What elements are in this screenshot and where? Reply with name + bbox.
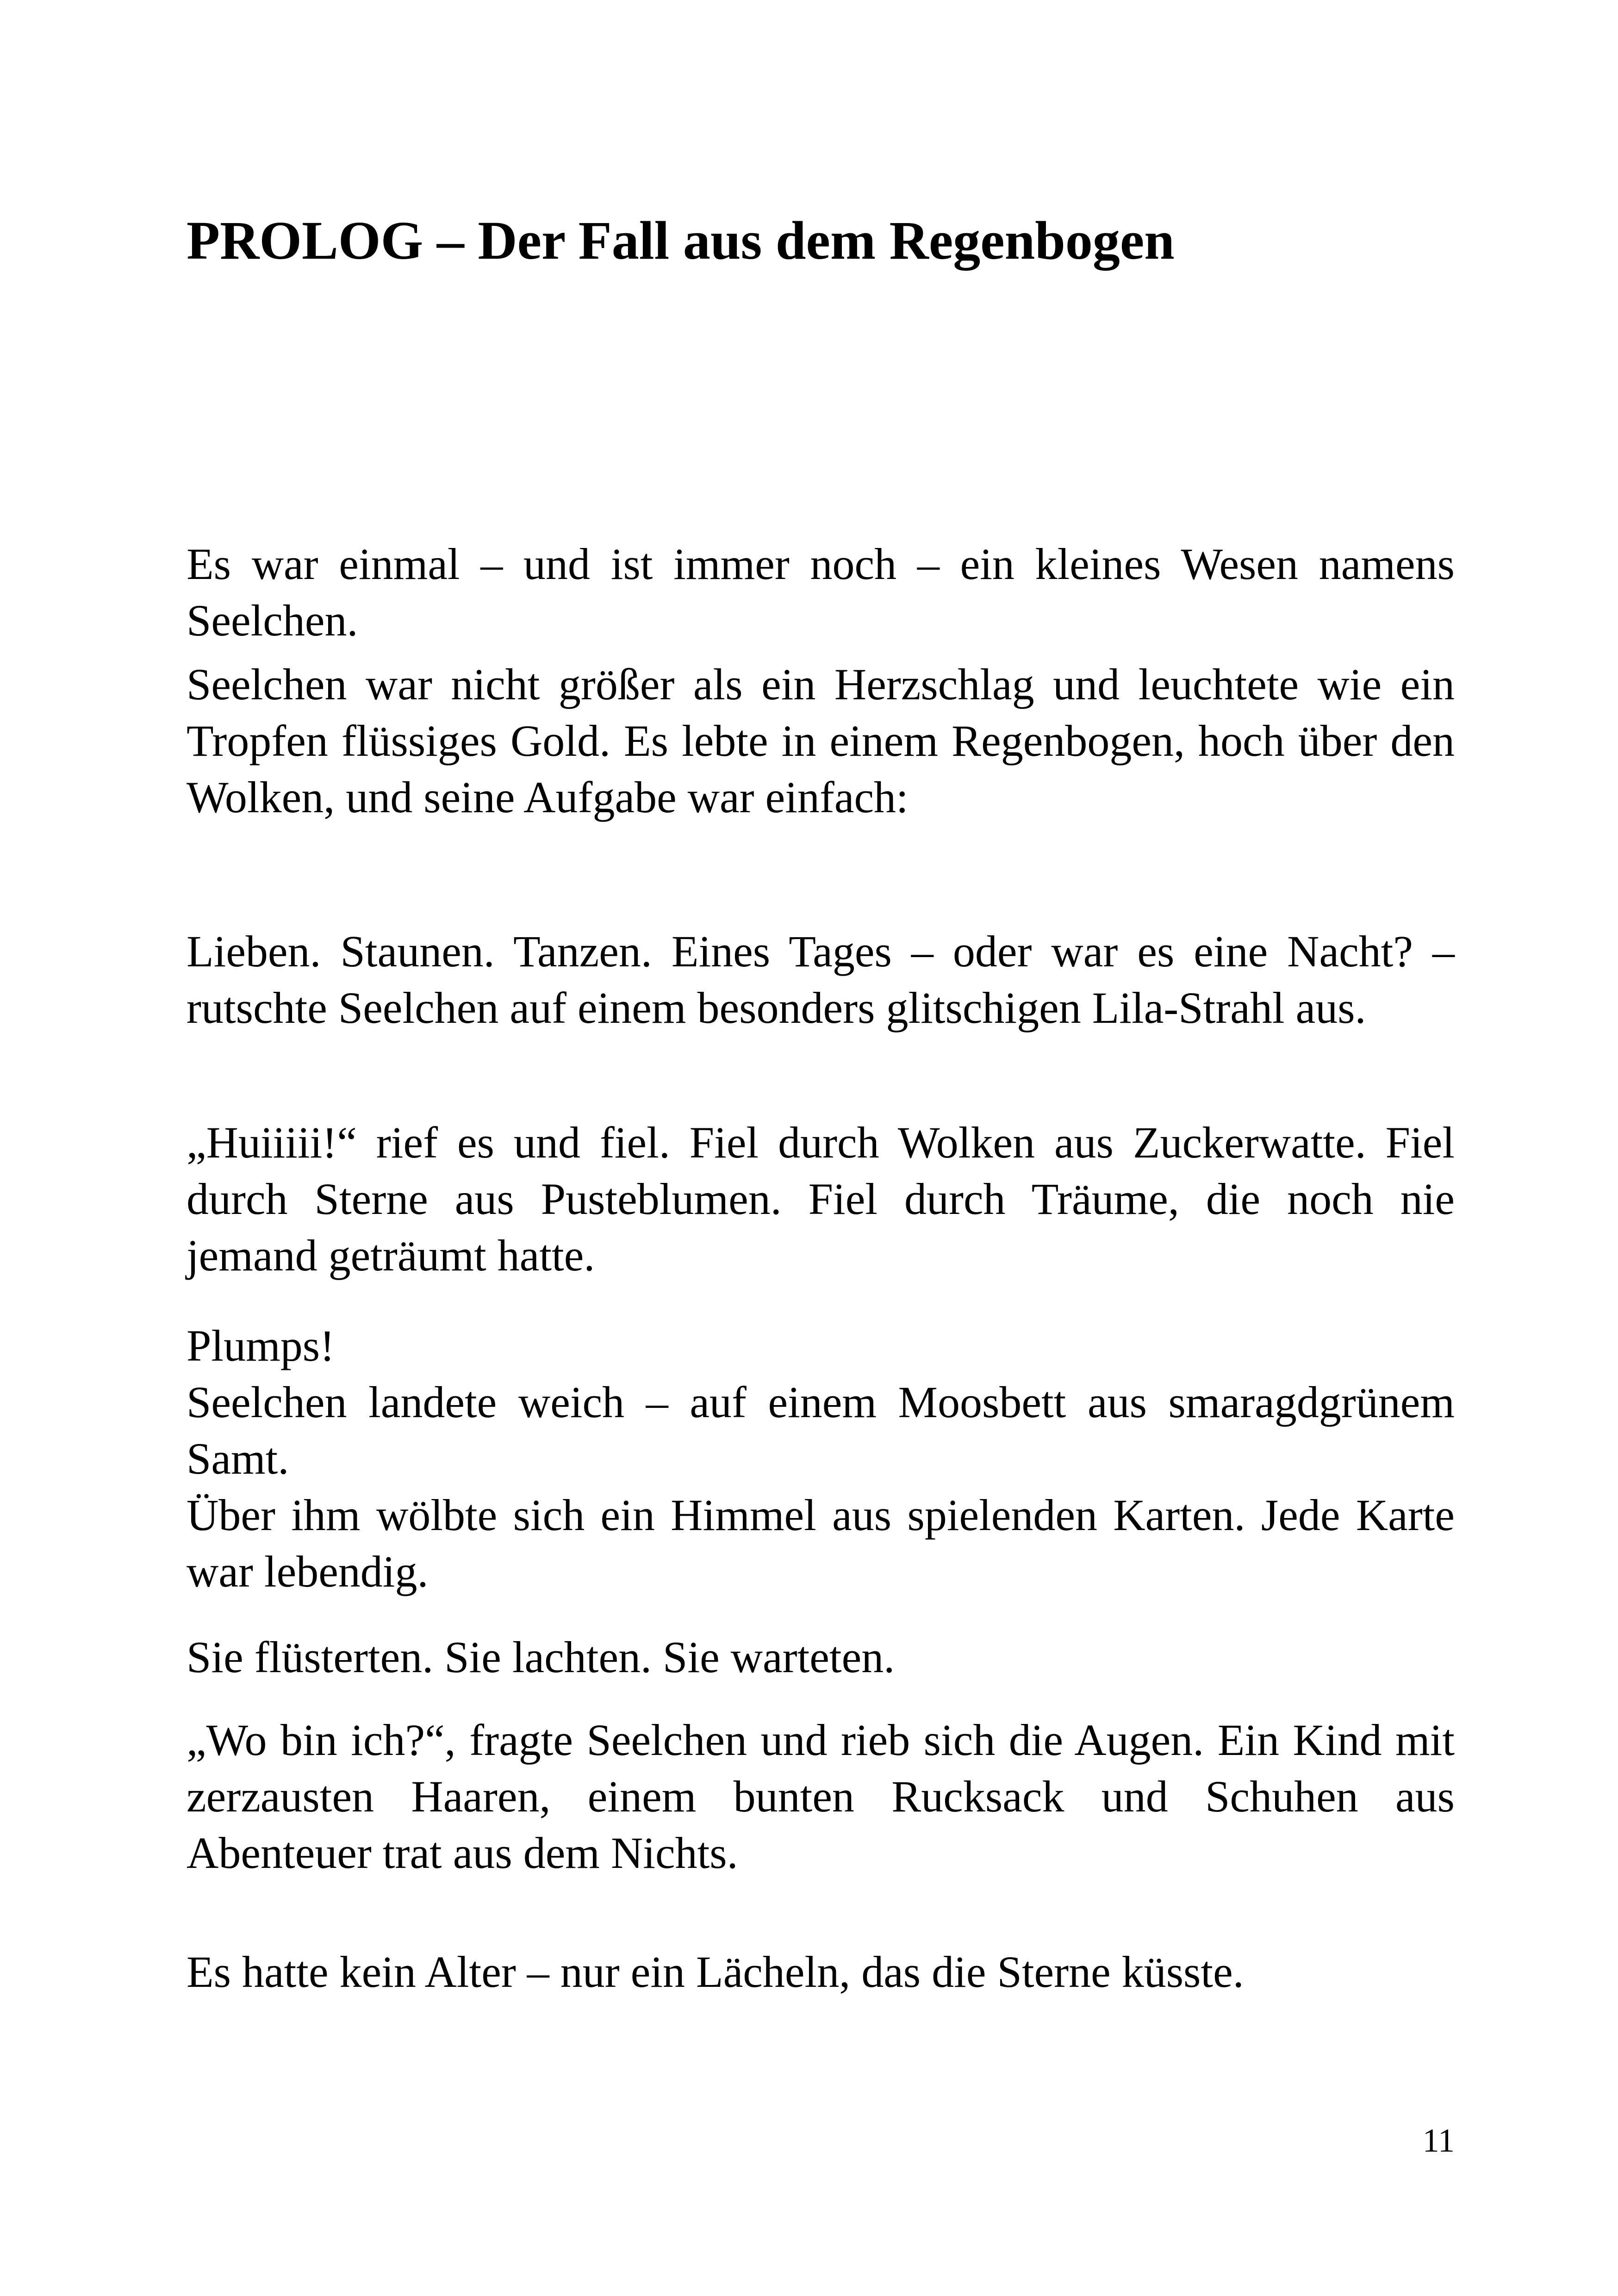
paragraph-3: Lieben. Staunen. Tanzen. Eines Tages – oder war es eine Nacht? – rutschte Seelchen auf einem besonders glitschigen Lila-Strahl aus. [187, 927, 1455, 1033]
page-number: 11 [1422, 2122, 1455, 2159]
paragraph-5-line-3: Über ihm wölbte sich ein Himmel aus spielenden Karten. Jede Karte war lebendig. [187, 1490, 1455, 1596]
paragraph-8: Es hatte kein Alter – nur ein Lächeln, das die Sterne küsste. [187, 1947, 1244, 1997]
paragraph-5-line-2: Seelchen landete weich – auf einem Moosbett aus smaragdgrünem Samt. [187, 1377, 1455, 1483]
chapter-title: PROLOG – Der Fall aus dem Regenbogen [187, 210, 1175, 271]
paragraph-2: Seelchen war nicht größer als ein Herzschlag und leuchtete wie ein Tropfen flüssiges Gold. Es lebte in einem Regenbogen, hoch über den Wolken, und seine Aufgabe war einfach: [187, 660, 1455, 822]
paragraph-6: Sie flüsterten. Sie lachten. Sie warteten. [187, 1632, 895, 1682]
paragraph-4: „Huiiiii!“ rief es und fiel. Fiel durch Wolken aus Zuckerwatte. Fiel durch Sterne aus Pusteblumen. Fiel durch Träume, die noch nie jemand geträumt hatte. [187, 1118, 1455, 1280]
paragraph-7: „Wo bin ich?“, fragte Seelchen und rieb sich die Augen. Ein Kind mit zerzausten Haaren, einem bunten Rucksack und Schuhen aus Abenteuer trat aus dem Nichts. [187, 1715, 1455, 1878]
paragraph-5 [187, 1318, 1455, 1600]
paragraph-5-line-1: Plumps! [187, 1321, 335, 1370]
paragraph-1: Es war einmal – und ist immer noch – ein kleines Wesen namens Seelchen. [187, 539, 1455, 645]
